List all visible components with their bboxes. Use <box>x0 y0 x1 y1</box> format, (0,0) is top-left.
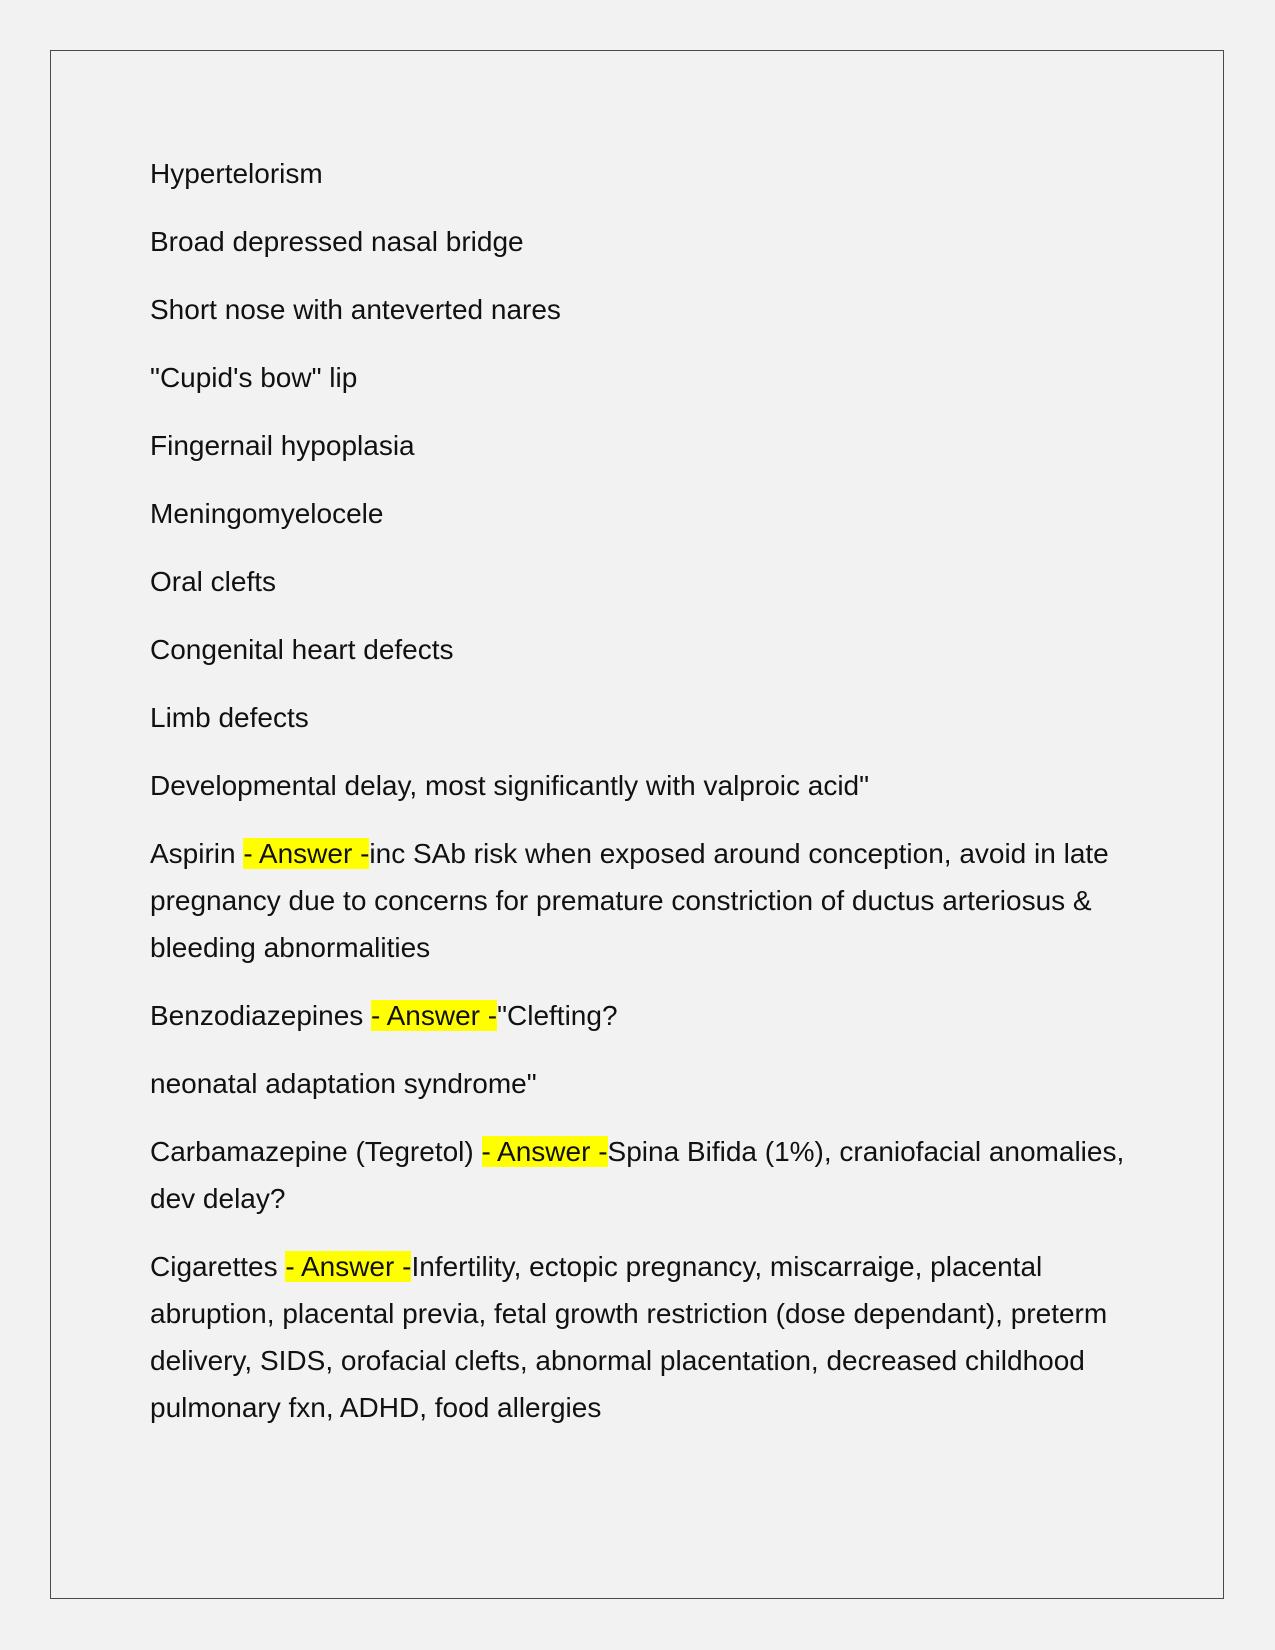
list-item: Limb defects <box>150 702 309 733</box>
answer-marker: - Answer - <box>285 1251 412 1282</box>
list-item: Broad depressed nasal bridge <box>150 226 524 257</box>
list-item: Oral clefts <box>150 566 277 597</box>
list-item: Hypertelorism <box>150 158 323 189</box>
qa-answer: "Clefting? <box>497 1000 618 1031</box>
list-item: Developmental delay, most significantly with valproic acid" <box>150 770 870 801</box>
qa-term: Carbamazepine (Tegretol) <box>150 1136 482 1167</box>
qa-entry-carbamazepine <box>150 1128 1130 1222</box>
qa-continuation: neonatal adaptation syndrome" <box>150 1068 537 1099</box>
qa-answer: Spina Bifida (1%), craniofacial anomalies, dev delay? <box>150 1136 1125 1214</box>
answer-marker: - Answer - <box>371 1000 498 1031</box>
qa-entry-benzodiazepines <box>150 992 1130 1039</box>
qa-answer: inc SAb risk when exposed around conception, avoid in late pregnancy due to concerns for premature constriction of ductus arteriosus & bleeding abnormalities <box>150 838 1109 963</box>
list-item: Meningomyelocele <box>150 498 384 529</box>
list-item: "Cupid's bow" lip <box>150 362 358 393</box>
list-item: Congenital heart defects <box>150 634 454 665</box>
qa-answer: Infertility, ectopic pregnancy, miscarraige, placental abruption, placental previa, fetal growth restriction (dose dependant), preterm delivery, SIDS, orofacial clefts, abnormal placentation, decreased childhood pulmonary fxn, ADHD, food allergies <box>150 1251 1108 1423</box>
document-body <box>150 150 1130 1452</box>
list-item: Short nose with anteverted nares <box>150 294 561 325</box>
answer-marker: - Answer - <box>481 1136 608 1167</box>
list-item: Fingernail hypoplasia <box>150 430 415 461</box>
qa-term: Cigarettes <box>150 1251 286 1282</box>
qa-term: Benzodiazepines <box>150 1000 372 1031</box>
qa-entry-cigarettes <box>150 1243 1130 1431</box>
answer-marker: - Answer - <box>243 838 370 869</box>
qa-term: Aspirin <box>150 838 244 869</box>
qa-entry-aspirin <box>150 830 1130 971</box>
